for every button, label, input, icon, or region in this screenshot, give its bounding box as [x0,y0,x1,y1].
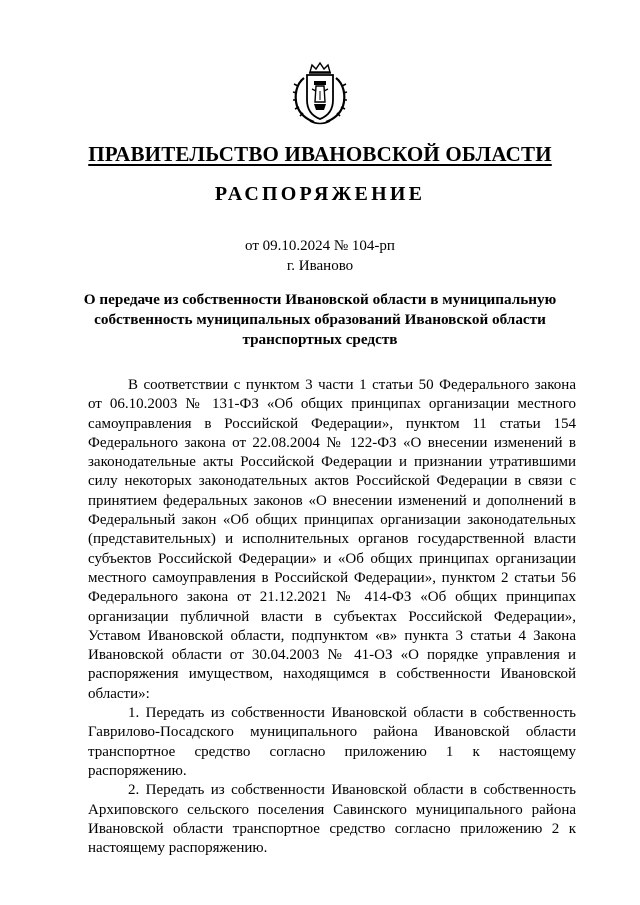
order-item-1: 1. Передать из собственности Ивановской области в собственность Гаврилово-Посадского муниципального района Ивановской области транспортное средство согласно приложению 1 к настоящему распоряжению. [88,705,576,779]
coat-of-arms-icon [292,62,348,126]
document-date-number: от 09.10.2024 № 104-рп [245,238,395,254]
document-subject: О передаче из собственности Ивановской области в муниципальную собственность муниципальных образований Ивановской области транспортных средств [83,291,557,348]
order-item-2: 2. Передать из собственности Ивановской области в собственность Архиповского сельского поселения Савинского муниципального района Ивановской области транспортное средство согласно приложению 2 к настоящему распоряжению. [88,782,576,857]
preamble-paragraph: В соответствии с пунктом 3 части 1 статьи 50 Федерального закона от 06.10.2003 № 131-ФЗ «Об общих принципах организации местного самоуправления в Российской Федерации», пунктом 11 статьи 154 Федерального закона от 22.08.2004 № 122-ФЗ «О внесении изменений в законодательные акты Российской Федерации и признании утратившими силу некоторых законодательных актов Российской Федерации в связи с принятием федеральных законов «О внесении изменений и дополнений в Федеральный закон «Об общих принципах организации законодательных (представительных) и исполнительных органов государственной власти субъектов Российской Федерации» и «Об общих принципах организации местного самоуправления в Российской Федерации», пунктом 2 статьи 56 Федерального закона от 21.12.2021 № 414-ФЗ «Об общих принципах организации публичной власти в субъектах Российской Федерации», Уставом Ивановской области, подпунктом «в» пункта 3 статьи 4 Закона Ивановской области от 30.04.2003 № 41-ОЗ «О порядке управления и распоряжения имуществом, находящимся в собственности Ивановской области»: [88,377,576,702]
government-title: ПРАВИТЕЛЬСТВО ИВАНОВСКОЙ ОБЛАСТИ [88,142,552,166]
document-type: РАСПОРЯЖЕНИЕ [214,183,426,205]
document-city: г. Иваново [286,258,354,274]
document-body [88,376,576,858]
